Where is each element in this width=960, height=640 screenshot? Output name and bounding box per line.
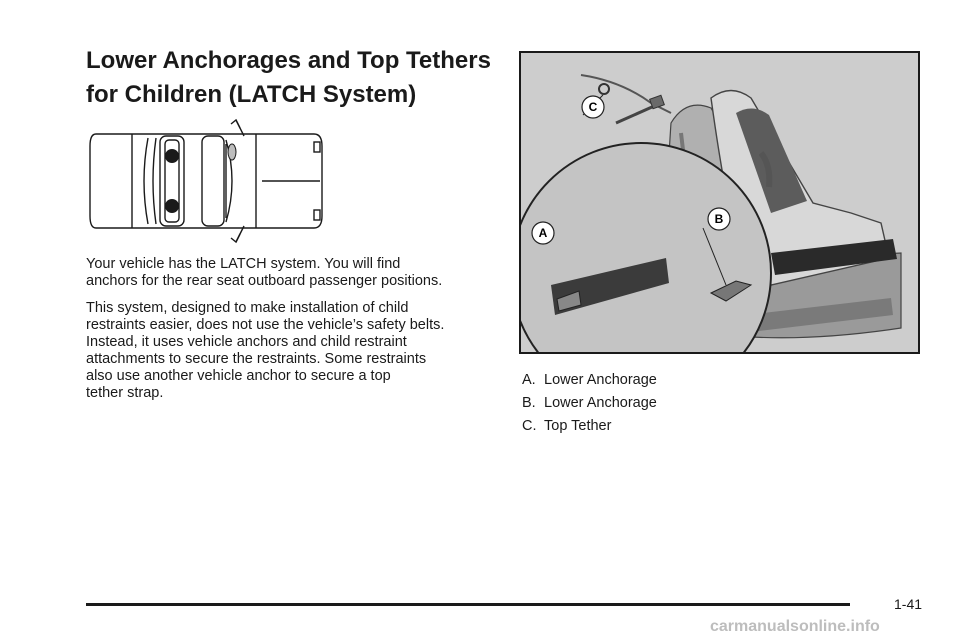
text-line: attachments to secure the restraints. Some restraints xyxy=(86,351,427,367)
legend-item xyxy=(522,415,657,438)
footer-rule xyxy=(86,603,850,606)
text-line: restraints easier, does not use the vehicle’s safety belts. xyxy=(86,317,445,333)
legend-item xyxy=(522,369,657,392)
text-line: tether strap. xyxy=(86,385,164,401)
text-line: This system, designed to make installation of child xyxy=(86,300,409,316)
legend-label: Lower Anchorage xyxy=(544,372,657,388)
watermark: carmanualsonline.info xyxy=(710,618,880,635)
paragraph-intro xyxy=(86,256,506,290)
vehicle-top-view-diagram xyxy=(86,116,326,246)
text-line: anchors for the rear seat outboard passenger positions. xyxy=(86,273,443,289)
heading-line-1: Lower Anchorages and Top Tethers xyxy=(86,47,491,74)
text-line: Your vehicle has the LATCH system. You will find xyxy=(86,256,401,272)
page-number: 1-41 xyxy=(894,596,923,612)
text-line: Instead, it uses vehicle anchors and child restraint xyxy=(86,334,407,350)
legend-key: B. xyxy=(522,395,536,411)
section-heading xyxy=(86,44,506,112)
child-seat-figure xyxy=(519,51,920,354)
callout-b: B xyxy=(714,212,724,226)
legend-label: Lower Anchorage xyxy=(544,395,657,411)
legend-key: A. xyxy=(522,372,536,388)
body-text xyxy=(86,256,506,412)
child-seat-illustration xyxy=(521,53,918,352)
legend-item xyxy=(522,392,657,415)
text-line: also use another vehicle anchor to secure a top xyxy=(86,368,391,384)
callout-a: A xyxy=(538,226,548,240)
legend-key: C. xyxy=(522,418,537,434)
figure-legend xyxy=(522,369,657,438)
callout-c: C xyxy=(588,100,598,114)
paragraph-details xyxy=(86,300,506,402)
heading-line-2: for Children (LATCH System) xyxy=(86,81,417,108)
legend-label: Top Tether xyxy=(544,418,612,434)
